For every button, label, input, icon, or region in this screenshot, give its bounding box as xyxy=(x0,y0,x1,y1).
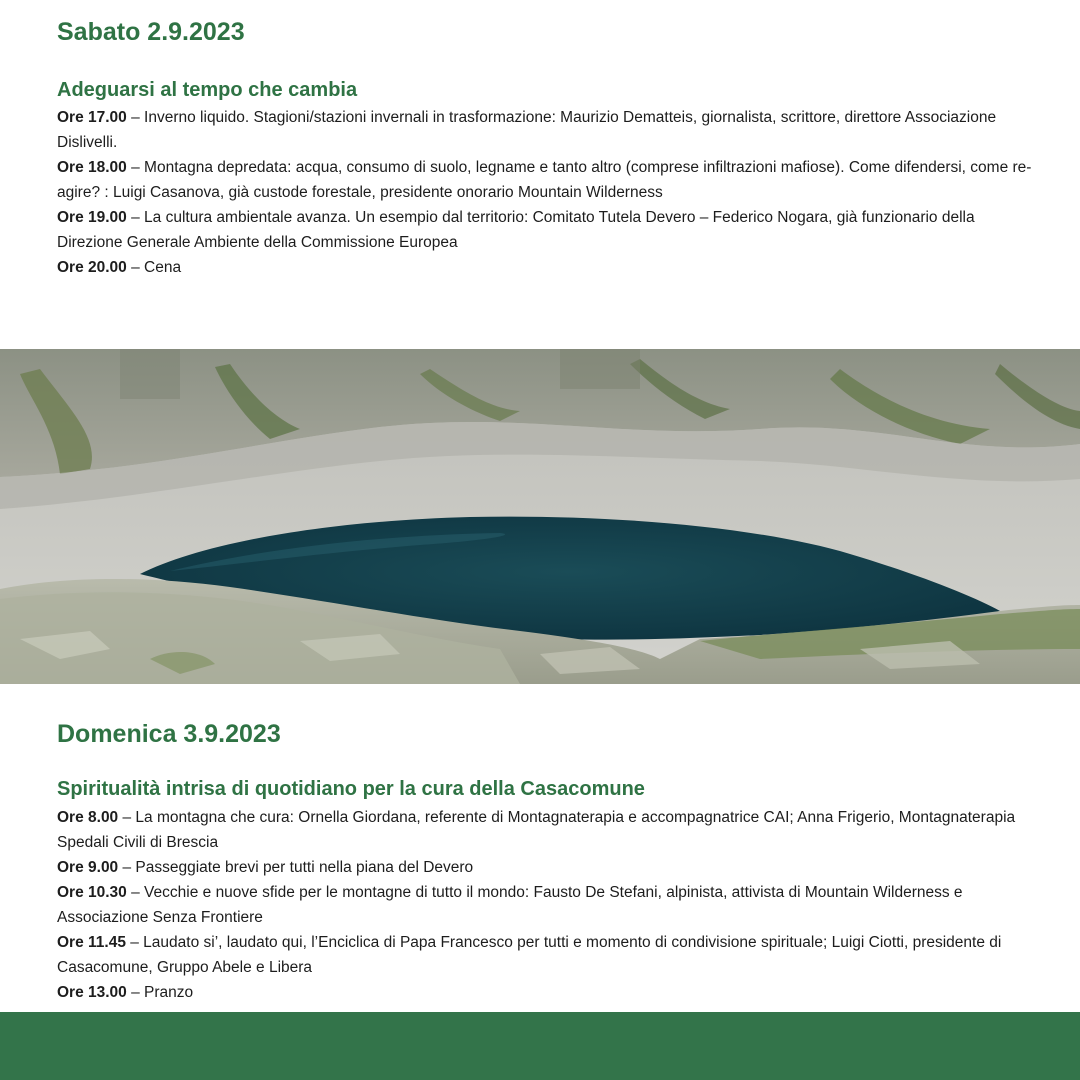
schedule-entry xyxy=(57,105,1032,155)
schedule-entry xyxy=(57,980,1032,1005)
mountain-lake-photo xyxy=(0,349,1080,684)
schedule-entry xyxy=(57,805,1032,855)
entry-text: – Inverno liquido. Stagioni/stazioni invernali in trasformazione: Maurizio Dematteis, giornalista, scrittore, direttore Associazione Dislivelli. xyxy=(57,109,997,151)
saturday-schedule xyxy=(57,105,1032,280)
schedule-entry xyxy=(57,155,1032,205)
entry-text: – La montagna che cura: Ornella Giordana, referente di Montagnaterapia e accompagnatrice CAI; Anna Frigerio, Montagnaterapia Spedali Civili di Brescia xyxy=(57,809,1016,851)
sunday-schedule xyxy=(57,805,1032,1005)
entry-text: – Laudato si’, laudato qui, l’Enciclica di Papa Francesco per tutti e momento di condivisione spirituale; Luigi Ciotti, presidente di Casacomune, Gruppo Abele e Libera xyxy=(57,934,1002,976)
entry-time: Ore 11.45 xyxy=(57,934,126,951)
entry-time: Ore 8.00 xyxy=(57,809,119,826)
saturday-day-title: Sabato 2.9.2023 xyxy=(57,18,245,46)
entry-time: Ore 20.00 xyxy=(57,259,127,276)
footer-band xyxy=(0,1012,1080,1080)
entry-text: – Vecchie e nuove sfide per le montagne di tutto il mondo: Fausto De Stefani, alpinista, attivista di Mountain Wilderness e Associazione Senza Frontiere xyxy=(57,884,963,926)
schedule-entry xyxy=(57,880,1032,930)
schedule-entry xyxy=(57,205,1032,255)
saturday-topic-title: Adeguarsi al tempo che cambia xyxy=(57,79,358,101)
sunday-topic-title: Spiritualità intrisa di quotidiano per la cura della Casacomune xyxy=(57,778,645,800)
entry-text: – Cena xyxy=(126,259,182,276)
entry-time: Ore 17.00 xyxy=(57,109,127,126)
entry-text: – Montagna depredata: acqua, consumo di suolo, legname e tanto altro (comprese infiltrazioni mafiose). Come difendersi, come re-agire? : Luigi Casanova, già custode forestale, presidente onorario Mountain Wilderness xyxy=(57,159,1032,201)
entry-time: Ore 10.30 xyxy=(57,884,127,901)
entry-text: – Passeggiate brevi per tutti nella piana del Devero xyxy=(118,859,474,876)
entry-text: – La cultura ambientale avanza. Un esempio dal territorio: Comitato Tutela Devero – Federico Nogara, già funzionario della Direzione Generale Ambiente della Commissione Europea xyxy=(57,209,975,251)
entry-time: Ore 18.00 xyxy=(57,159,127,176)
schedule-entry xyxy=(57,930,1032,980)
lake-illustration xyxy=(0,349,1080,684)
entry-time: Ore 13.00 xyxy=(57,984,127,1001)
schedule-entry xyxy=(57,855,1032,880)
entry-text: – Pranzo xyxy=(126,984,194,1001)
schedule-entry xyxy=(57,255,1032,280)
entry-time: Ore 19.00 xyxy=(57,209,127,226)
sunday-day-title: Domenica 3.9.2023 xyxy=(57,720,281,748)
entry-time: Ore 9.00 xyxy=(57,859,119,876)
